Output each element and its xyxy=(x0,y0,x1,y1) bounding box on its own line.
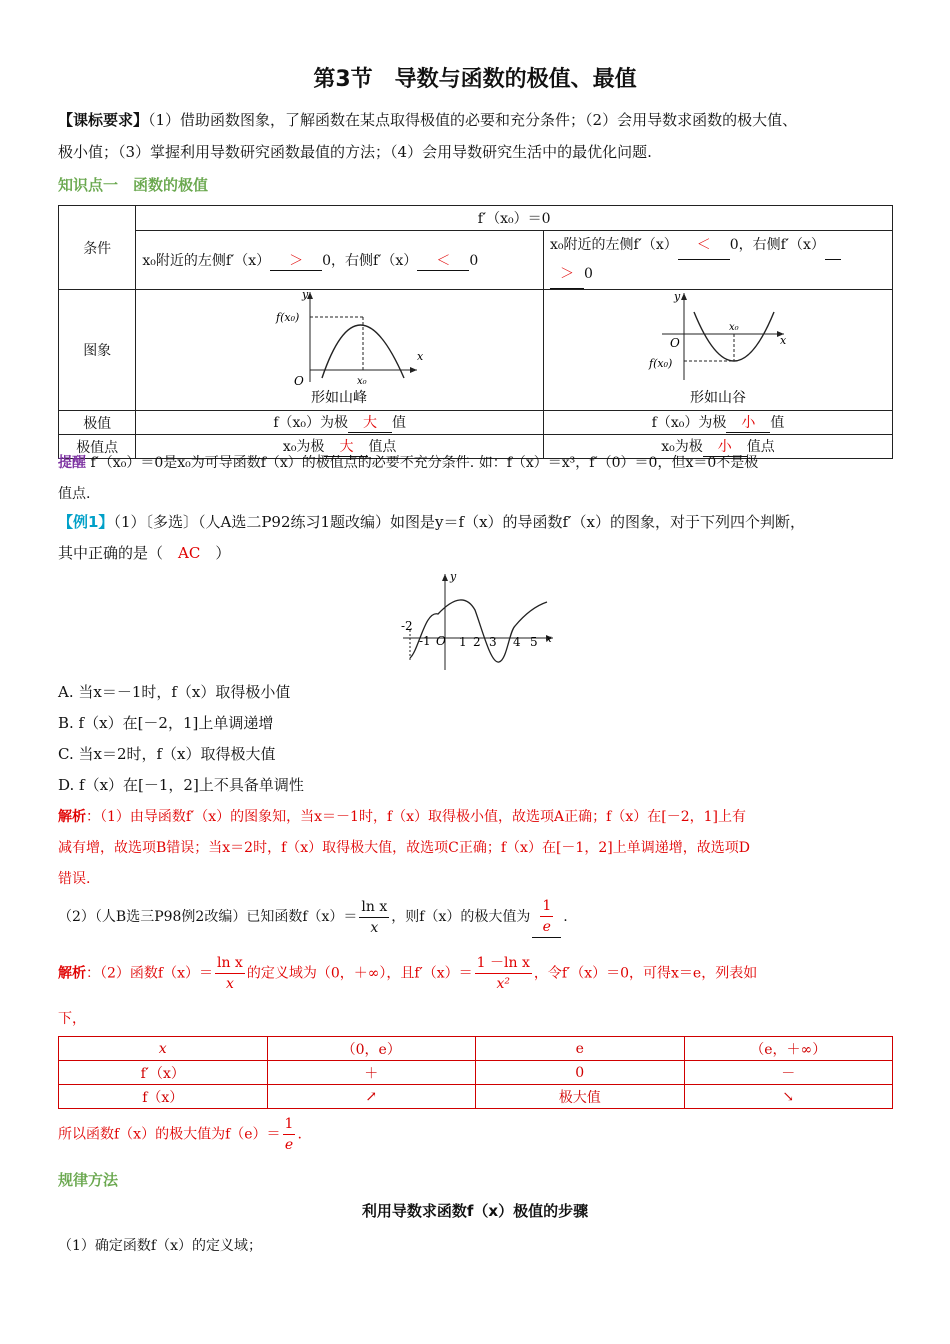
analysis2-num1: ln x xyxy=(215,953,245,974)
extremum-point-label: 极值点 xyxy=(59,435,136,459)
right-pt-pre: x₀为极 xyxy=(661,439,703,455)
result-cell: （e，＋∞） xyxy=(684,1037,893,1061)
left-ext-pre: f（x₀）为极 xyxy=(273,415,349,431)
left-extremum xyxy=(136,411,544,435)
conclusion-num: 1 xyxy=(283,1114,296,1135)
tip-text-1: f′（x₀）＝0是x₀为可导函数f（x）的极值点的必要不充分条件. 如：f（x）＝x³，f′（0）＝0，但x＝0不是极 xyxy=(86,455,759,471)
option-b: B. f（x）在[－2，1]上单调递增 xyxy=(58,714,274,732)
left-pt-post: 值点 xyxy=(368,439,397,455)
left-cond-pre: x₀附近的左侧f′（x） xyxy=(142,252,271,269)
derivative-graph xyxy=(395,570,555,674)
q2-ans-den: e xyxy=(542,919,551,935)
right-cond xyxy=(544,231,893,290)
conclusion-pre: 所以函数f（x）的极大值为f（e）＝ xyxy=(58,1126,281,1143)
cond-common: f′（x₀）＝0 xyxy=(136,206,893,231)
valley-graph-x-label: x xyxy=(780,334,787,347)
q2-pre: （2）（人B选三P98例2改编）已知函数f（x）＝ xyxy=(58,909,358,925)
left-pt-ans: 大 xyxy=(324,436,368,457)
right-cond-pre: x₀附近的左侧f′（x） xyxy=(550,237,678,253)
analysis2-mid: 的定义域为（0，＋∞），且f′（x）＝ xyxy=(246,965,473,982)
conclusion xyxy=(58,1114,898,1155)
example-q1-text: （1）〔多选〕（人A选二P92练习1题改编）如图是y＝f（x）的导函数f′（x）的图象，对于下列四个判断， xyxy=(113,513,805,531)
graph-label: 图象 xyxy=(59,290,136,411)
analysis2-line-1 xyxy=(58,953,898,994)
valley-graph xyxy=(544,290,892,406)
left-ext-post: 值 xyxy=(392,415,407,431)
example-q1-line-2 xyxy=(58,539,898,568)
page-title: 第3节 导数与函数的极值、最值 xyxy=(313,67,637,92)
result-cell: ↗ xyxy=(267,1085,476,1109)
result-cell: 0 xyxy=(476,1061,685,1085)
derivative-graph-x-label: x xyxy=(546,634,552,645)
example-q1-answer: AC xyxy=(178,544,201,562)
result-table xyxy=(58,1036,893,1109)
method-heading: 规律方法 xyxy=(58,1171,119,1189)
result-row-function xyxy=(59,1085,893,1109)
right-cond-blank-tail xyxy=(825,231,841,260)
option-a: A. 当x＝－1时，f（x）取得极小值 xyxy=(58,683,291,701)
result-cell: ＋ xyxy=(267,1061,476,1085)
peak-graph-x0: x₀ xyxy=(357,376,367,387)
q2-num: ln x xyxy=(359,897,389,918)
result-cell: ↘ xyxy=(684,1085,893,1109)
analysis2-den1: x xyxy=(225,976,234,992)
result-row-derivative xyxy=(59,1061,893,1085)
right-pt-post: 值点 xyxy=(746,439,775,455)
q2-den: x xyxy=(370,919,379,936)
extremum-label: 极值 xyxy=(59,411,136,435)
peak-graph-x-label: x xyxy=(417,350,424,363)
analysis2-num2: 1 －ln x xyxy=(475,953,532,974)
q2-fraction xyxy=(359,897,389,938)
result-cell: f（x） xyxy=(59,1085,268,1109)
left-ext-ans: 大 xyxy=(348,412,392,433)
cond-label: 条件 xyxy=(59,206,136,290)
conclusion-post: . xyxy=(297,1126,302,1143)
tick-neg1: -1 xyxy=(419,634,431,648)
left-cond-ans1: ＞ xyxy=(270,250,322,271)
analysis2-pre: ：（2）函数f（x）＝ xyxy=(86,965,213,982)
tip-line-1 xyxy=(58,449,898,478)
analysis2-fraction-2 xyxy=(475,953,532,994)
right-cond-ans1: ＜ xyxy=(678,231,730,260)
valley-graph-y-label: y xyxy=(674,290,681,303)
valley-graph-origin: O xyxy=(670,336,680,350)
analysis2-line-2: 下， xyxy=(58,1011,86,1027)
left-pt-pre: x₀为极 xyxy=(282,439,325,455)
tip-label: 提醒 xyxy=(58,455,86,471)
knowledge-table xyxy=(58,205,893,459)
peak-graph xyxy=(142,290,537,406)
analysis2-post: ，令f′（x）＝0，可得x＝e，列表如 xyxy=(533,965,758,982)
result-row-x xyxy=(59,1037,893,1061)
example-q1-text2: 其中正确的是（ xyxy=(58,544,179,562)
analysis1-text-1: ：（1）由导函数f′（x）的图象知，当x＝－1时，f（x）取得极小值，故选项A正确；f（x）在[－2，1]上有 xyxy=(86,809,746,825)
tick-1: 1 xyxy=(459,635,467,649)
analysis2-fraction-1 xyxy=(215,953,245,994)
tick-4: 4 xyxy=(513,635,521,649)
result-cell: － xyxy=(684,1061,893,1085)
peak-graph-origin: O xyxy=(294,374,305,388)
requirement-line-2: 极小值；（3）掌握利用导数研究函数最值的方法；（4）会用导数研究生活中的最优化问题. xyxy=(58,143,652,161)
valley-graph-caption: 形如山谷 xyxy=(690,390,746,406)
right-cond-mid: 0，右侧f′（x） xyxy=(729,237,825,253)
requirement-text-1: （1）借助函数图象，了解函数在某点取得极值的必要和充分条件；（2）会用导数求函数的极大值、 xyxy=(148,111,798,129)
left-graph-cell xyxy=(136,290,544,411)
option-d: D. f（x）在[－1，2]上不具备单调性 xyxy=(58,776,304,794)
result-cell: （0，e） xyxy=(267,1037,476,1061)
right-graph-cell xyxy=(544,290,893,411)
tick-2: 2 xyxy=(473,635,481,649)
peak-graph-fx0: f(x₀) xyxy=(276,311,300,324)
analysis1-label: 解析 xyxy=(58,809,86,825)
right-ext-pre: f（x₀）为极 xyxy=(651,415,727,431)
q2-post: . xyxy=(563,909,568,925)
right-ext-ans: 小 xyxy=(726,412,770,433)
example-q1-line-1 xyxy=(58,508,898,537)
result-cell: e xyxy=(476,1037,685,1061)
analysis1-line-3: 错误. xyxy=(58,871,91,887)
right-cond-ans2: ＞ xyxy=(550,260,584,289)
analysis1-line-1 xyxy=(58,803,898,832)
right-pt-ans: 小 xyxy=(703,436,747,457)
derivative-graph-y-label: y xyxy=(450,570,457,583)
q2-ans-num: 1 xyxy=(540,896,553,917)
tick-3: 3 xyxy=(489,635,497,649)
example-label: 【例1】 xyxy=(58,513,114,531)
analysis1-line-2: 减有增，故选项B错误；当x＝2时，f（x）取得极大值，故选项C正确；f（x）在[－1，2]上单调递增，故选项D xyxy=(58,840,750,856)
option-c: C. 当x＝2时，f（x）取得极大值 xyxy=(58,745,276,763)
conclusion-fraction xyxy=(283,1114,296,1155)
valley-graph-x0: x₀ xyxy=(729,322,739,333)
method-subheading: 利用导数求函数f（x）极值的步骤 xyxy=(361,1202,589,1220)
requirement-line-1 xyxy=(58,106,898,135)
left-cond xyxy=(136,231,544,290)
right-cond-post: 0 xyxy=(584,266,593,282)
result-cell: 极大值 xyxy=(476,1085,685,1109)
q2-answer-fraction xyxy=(532,896,561,938)
right-ext-post: 值 xyxy=(770,415,785,431)
left-cond-post: 0 xyxy=(469,252,479,269)
tick-neg2: -2 xyxy=(401,619,413,633)
requirement-label: 【课标要求】 xyxy=(58,111,149,129)
right-extremum xyxy=(544,411,893,435)
method-step-1: （1）确定函数f（x）的定义域； xyxy=(58,1238,262,1254)
q2-mid: ，则f（x）的极大值为 xyxy=(391,909,531,925)
result-cell: x xyxy=(59,1037,268,1061)
analysis2-label: 解析 xyxy=(58,965,86,982)
left-cond-mid: 0，右侧f′（x） xyxy=(322,252,418,269)
section-heading: 知识点一 函数的极值 xyxy=(58,176,209,194)
left-cond-ans2: ＜ xyxy=(417,250,469,271)
analysis2-den2: x² xyxy=(496,976,511,992)
example-q2 xyxy=(58,896,898,938)
peak-graph-y-label: y xyxy=(302,290,309,301)
result-cell: f′（x） xyxy=(59,1061,268,1085)
valley-graph-fx0: f(x₀) xyxy=(649,357,673,370)
tick-origin: O xyxy=(436,634,446,648)
conclusion-den: e xyxy=(284,1137,294,1153)
tip-line-2: 值点. xyxy=(58,486,91,502)
tick-5: 5 xyxy=(530,635,538,649)
peak-graph-caption: 形如山峰 xyxy=(311,390,368,406)
example-q1-close: ） xyxy=(200,544,231,562)
